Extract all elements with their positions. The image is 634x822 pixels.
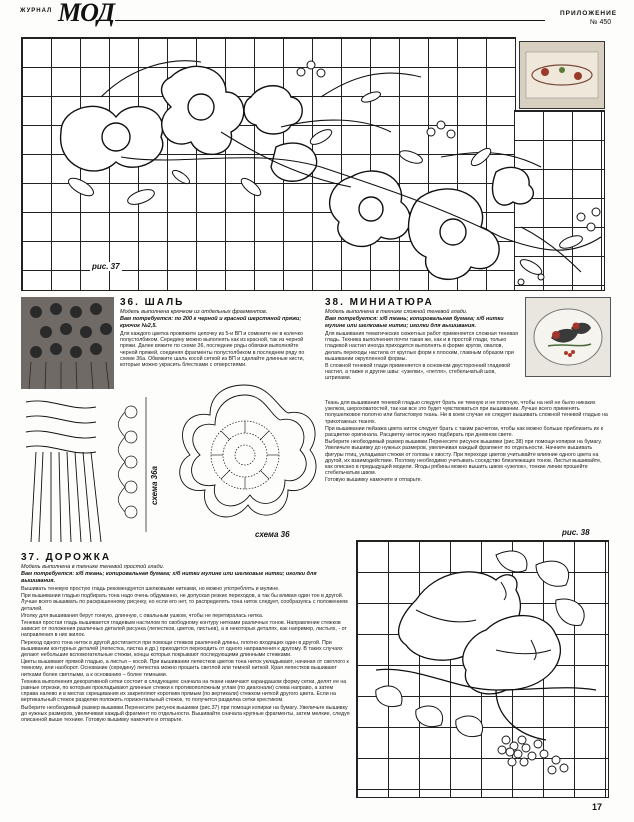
scheme-36a-label: схема 36а bbox=[150, 466, 159, 505]
section-37-title: 37. ДОРОЖКА bbox=[21, 552, 112, 563]
miniature-photo bbox=[525, 297, 611, 377]
section-37-paragraph: Выберите необходимый размер вышивки.Перенесите рисунок вышивки (рис.37) при помощи копирки на бумагу. Увеличьте вышивку до нужных размеров, увеличивая каждый фрагмент по отдельности. Вышивайте сначала крупные фрагменты, затем мелкие, следуя описанной выше технике. Готовую вышивку намочите и отпарьте. bbox=[21, 704, 350, 724]
section-38-paragraph: Для вышивания тематических сюжетных работ применяется сложная теневая гладь. Техника выполнения почти такая же, как и в простой глади, только гладевой настил иногда приходится выполнять в форме кругов, овалов, делать переходы настила от круглых форм к плоским, главным образом при вышивании окрупленной формы. bbox=[325, 331, 518, 362]
bird-pattern-drawing bbox=[356, 540, 607, 796]
section-38-paragraph: Готовую вышивку намочите и отпарьте. bbox=[325, 477, 423, 484]
section-36-body bbox=[120, 331, 315, 369]
section-37-body bbox=[21, 586, 351, 724]
section-37-subtitle: Модель выполнена в технике теневой простой глади. bbox=[21, 564, 165, 570]
section-37-paragraph: Техника выполнения декоративной сетки состоит в следующем: сначала на ткани намечают карандашом форму сетки, делят ее на равные отрезки, по которым прокладывают длинные стежки к противоположным углам (по диагонали) слева направо, а затем справа налево и в местах скрещивания их закрепляют коротким прямым (по вертикали) стежком ниткой другого цвета. Если на вертикальный стежок разделки положить горизонтальный стежок, то получится разделка сетки крестиком. bbox=[21, 678, 347, 704]
section-38-body bbox=[325, 400, 610, 485]
page-header bbox=[0, 0, 634, 30]
section-38-subtitle: Модель выполнена в технике сложной теневой глади. bbox=[325, 309, 468, 315]
header-rule bbox=[115, 20, 545, 21]
section-36-materials: Вам потребуется: по 200 г черной и красной шерстяной пряжи; крючок №2,5. bbox=[120, 316, 302, 329]
section-38-title: 38. МИНИАТЮРА bbox=[325, 297, 434, 308]
section-36-paragraph: Для каждого цветка провяжите цепочку из 5-и ВП и сомкните ее в колечко полустолбиком. Середину можно выполнять как из красной, так из черной пряжи. Далее вяжите по схеме 36, последние ряды обвязки выполняйте черной пряжей, соединяя фрагменты полустолбиком в последнем ряду по схеме 36а. Обвяжите шаль косой сеткой из ВП и сделайте длинные кисти, которые можно украсить блестками с отверстиями. bbox=[120, 331, 305, 369]
section-38-paragraph: Ткань для вышивания теневой гладью следует брать не темную и не плотную, чтобы на ней не было никаких узелков, шероховатостей, так как все это будет чувствоваться при вышивании. Лучше всего применять полушелковое полотно или батистовую ткань. Ни в коем случае не следует вышивать сложной теневой гладью на трикотажных тканях. bbox=[325, 400, 608, 425]
shawl-photo bbox=[21, 297, 114, 389]
figure-37-label: рис. 37 bbox=[92, 262, 120, 271]
section-37-paragraph: Вышивать теневую простую гладь рекомендуется шелковыми нитками, но можно употреблять и мулине. bbox=[21, 586, 280, 592]
section-38-body-top bbox=[325, 331, 520, 383]
section-37-paragraph: Теневая простая гладь вышивается гладевым настилом по свободному контуру нитками различных тонов. Направление стежков зависит от положения различных деталей рисунка (лепестков, цветов, листьев), а в некоторых деталях, как например, листьях, - от направления в них жилок. bbox=[21, 620, 347, 639]
section-36-title: 36. ШАЛЬ bbox=[120, 297, 185, 308]
miniature-photo-image bbox=[526, 298, 610, 376]
section-38-materials: Вам потребуется: х/б ткань; копировальная бумага; х/б нитки мулине или шелковые нитки; иголки для вышивания. bbox=[325, 316, 504, 329]
magazine-logo: МОД bbox=[58, 0, 115, 27]
floral-pattern-drawing bbox=[21, 37, 606, 289]
shawl-photo-image bbox=[21, 297, 114, 389]
section-38-paragraph: Выберите необходимый размер вышивки.Перенесите рисунок вышивки (рис.38) при помощи копирки на бумагу. Увеличьте вышивку до нужных размеров, увеличивая каждый фрагмент по отдельности. Начните вышивать фигуры птиц, укладывая стежки от головы к хвосту. При переходе цветов учитывайте влияние одного цвета на другой, их взаимодействие. Поэтому необходимо учитывать соседство близлежащих тонов. Листья вышивайте, как описано в предыдущей модели. Ягоды рябины можно вышить швом «узелок», тонкие линии прошейте стебельчатым швом. bbox=[325, 439, 602, 477]
section-38-paragraph: При вышивании пейзажа цвета ниток следует брать с таким расчетом, чтобы как можно больше приблизить их к расцветке оригинала. Расцветку ниток нужно подбирать при дневном свете. bbox=[325, 425, 603, 439]
section-37-paragraph: Иголку для вышивания берут тонкую, длинную, с овальным ушком, чтобы не перетиралась нитка. bbox=[21, 612, 264, 619]
section-37-materials: Вам потребуется: х/б ткань; копировальная бумага; х/б нитки мулине или шелковые нитки; иголки для вышивания. bbox=[21, 571, 317, 584]
scheme-36-drawing bbox=[170, 380, 320, 530]
section-37-paragraph: Цветы вышивают прямой гладью, а листья – косой. При вышивании лепестков цветов тона ниток укладывают, начиная от светлого к темному, или наоборот. Основание (середину) лепестка можно прошить светлой или темной ниткой. Края лепестков вышивают нитками более светлыми, а к основанию – более темными. bbox=[21, 659, 349, 678]
page-number: 17 bbox=[592, 802, 603, 812]
magazine-prefix: ЖУРНАЛ bbox=[20, 8, 53, 14]
section-37-paragraph: При вышивании гладью подбирать тона надо очень обдуманно, не допуская резких переходов, а так бы вливая один тон в другой. Лучше всего вышивать по раскрашенному рисунку, но если его нет, то распределять тона ниток следует, сообразуясь с положением деталей. bbox=[21, 593, 348, 612]
issue-number: № 450 bbox=[590, 19, 612, 26]
scheme-36-label: схема 36 bbox=[255, 530, 290, 539]
section-37-paragraph: Переход одного тона ниток в другой достигается при помощи стежков различной длины, плотно входящих один в другой. При вышивании контурных деталей (лепестка, листка и др.) приходится переходить от одного направления к другому. В таких случаях делают небольшие вспомогательные стежки, концы которых покрывают последующими длинными стежками. bbox=[21, 639, 343, 659]
supplement-label: ПРИЛОЖЕНИЕ bbox=[560, 10, 618, 17]
section-38-paragraph: В сложной теневой глади применяется в основном двусторонний гладевой настил, а также и другие швы: «узелки», «петля», стебельчатый шов, штрихами. bbox=[325, 363, 511, 382]
figure-38-label: рис. 38 bbox=[562, 528, 590, 537]
section-36-subtitle: Модель выполнена крючком из отдельных фрагментов. bbox=[120, 309, 268, 315]
